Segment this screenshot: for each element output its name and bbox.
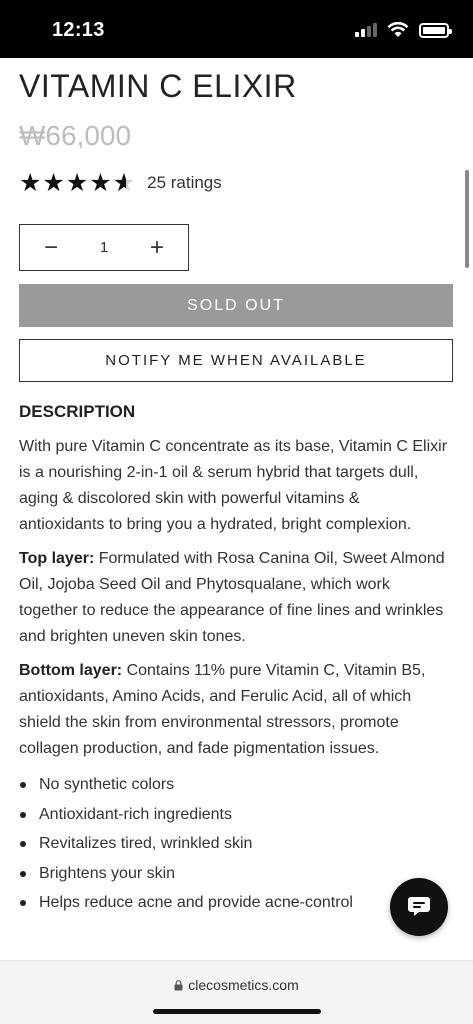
description-top-layer xyxy=(19,546,449,650)
product-price: ₩66,000 xyxy=(19,120,132,151)
status-bar xyxy=(0,0,473,58)
description-body xyxy=(19,434,449,918)
bottom-layer-label: Bottom layer: xyxy=(19,662,123,679)
cellular-signal-icon xyxy=(355,23,377,37)
product-title: VITAMIN C ELIXIR xyxy=(19,68,297,104)
list-item: Brightens your skin xyxy=(19,859,449,889)
notify-me-button[interactable]: NOTIFY ME WHEN AVAILABLE xyxy=(19,339,453,382)
product-page xyxy=(0,58,473,960)
star-icon: ★ xyxy=(42,169,65,197)
url-display[interactable] xyxy=(0,977,473,993)
quantity-decrease-button[interactable]: − xyxy=(43,233,58,261)
quantity-stepper xyxy=(19,224,189,271)
star-icon: ★ xyxy=(89,169,112,197)
ratings-count[interactable]: 25 ratings xyxy=(147,173,222,192)
list-item: Helps reduce acne and provide acne-control xyxy=(19,888,449,918)
chat-bubble-icon xyxy=(406,895,432,919)
star-icon: ★ xyxy=(19,169,42,197)
description-heading: DESCRIPTION xyxy=(19,402,136,421)
url-text[interactable]: clecosmetics.com xyxy=(188,977,299,993)
description-intro: With pure Vitamin C concentrate as its base, Vitamin C Elixir is a nourishing 2-in-1 oil & serum hybrid that targets dull, aging & discolored skin with powerful vitamins & antioxidants to bring you a hydrated, bright complexion. xyxy=(19,438,448,533)
status-time: 12:13 xyxy=(52,19,105,41)
home-indicator[interactable] xyxy=(153,1009,321,1014)
bottom-layer-text: Contains 11% pure Vitamin C, Vitamin B5, antioxidants, Amino Acids, and Ferulic Acid, all of which shield the skin from environmental stressors, promote collagen production, and fade pigmentation issues. xyxy=(19,662,426,757)
half-star-icon: ★ ★ xyxy=(113,168,135,198)
description-bottom-layer xyxy=(19,658,449,762)
rating-row[interactable] xyxy=(19,168,222,198)
wifi-icon xyxy=(387,22,409,38)
lock-icon xyxy=(174,980,183,991)
list-item: No synthetic colors xyxy=(19,770,449,800)
status-icons xyxy=(355,22,449,38)
list-item: Revitalizes tired, wrinkled skin xyxy=(19,829,449,859)
browser-url-bar[interactable] xyxy=(0,960,473,1024)
quantity-value[interactable]: 1 xyxy=(99,239,109,256)
quantity-increase-button[interactable]: + xyxy=(149,233,164,261)
battery-icon xyxy=(419,23,449,38)
star-icon: ★ xyxy=(65,169,89,197)
chat-button[interactable] xyxy=(390,878,448,936)
top-layer-label: Top layer: xyxy=(19,550,95,567)
feature-list xyxy=(19,770,449,918)
list-item: Antioxidant-rich ingredients xyxy=(19,800,449,830)
rating-stars xyxy=(19,168,135,198)
sold-out-button[interactable]: SOLD OUT xyxy=(19,284,453,327)
scrollbar[interactable] xyxy=(465,170,469,268)
top-layer-text: Formulated with Rosa Canina Oil, Sweet Almond Oil, Jojoba Seed Oil and Phytosqualane, which work together to reduce the appearance of fine lines and wrinkles and brighten uneven skin tones. xyxy=(19,550,445,645)
